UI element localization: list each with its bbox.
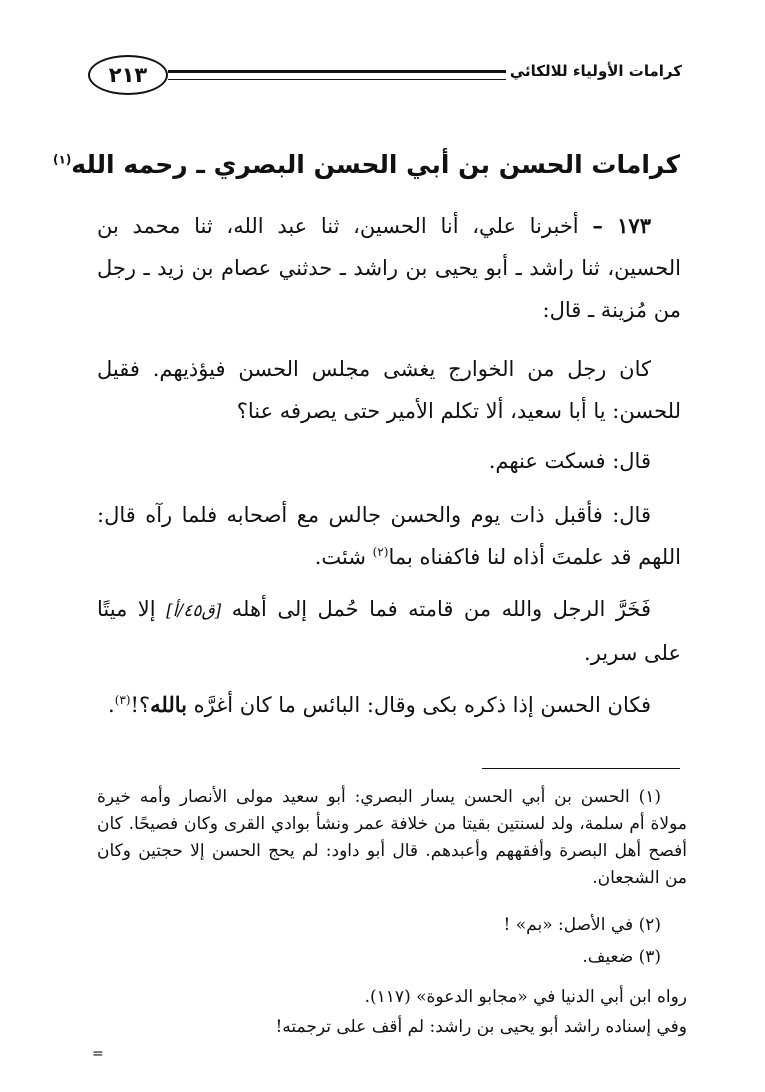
paragraph-5 (97, 684, 681, 726)
footnote-ref-2: (٢) (372, 545, 389, 559)
paragraph-5-text: فكان الحسن إذا ذكره بكى وقال: البائس ما كان أغرَّه (187, 693, 651, 717)
footnote-separator (482, 768, 680, 769)
footnote-3-note: وفي إسناده راشد أبو يحيى بن راشد: لم أقف على ترجمته! (275, 1017, 687, 1037)
page-header (88, 55, 682, 99)
chapter-title (53, 150, 680, 179)
page-number-badge (88, 55, 168, 95)
chapter-title-text: كرامات الحسن بن أبي الحسن البصري ـ رحمه الله (71, 150, 680, 179)
paragraph-3-end: شئت. (314, 545, 373, 569)
narration-number: ١٧٣ – (592, 213, 651, 238)
paragraph-1: كان رجل من الخوارج يغشى مجلس الحسن فيؤذيهم. فقيل للحسن: يا أبا سعيد، ألا تكلم الأمير حتى يصرفه عنا؟ (97, 357, 681, 423)
footnote-1: (١) الحسن بن أبي الحسن يسار البصري: أبو سعيد مولى الأنصار وأمه خيرة مولاة أم سلمة، ولد لسنتين بقيتا من خلافة عمر ونشأ بوادي القرى وكان فصيحًا. كان أفصح أهل البصرة وأفقههم وأعبدهم. قال أبو داود: لم يحج الحسن إلا حجتين وكان من الشجعان. (97, 787, 687, 888)
paragraph-3-text: قال: فأقبل ذات يوم والحسن جالس مع أصحابه فلما رآه قال: اللهم قد علمتَ أذاه لنا فاكفناه بما (97, 503, 681, 569)
paragraph-5-bold: بالله (150, 692, 187, 717)
footnote-2: (٢) في الأصل: «بم» ! (503, 915, 661, 935)
header-rule (168, 70, 506, 80)
paragraph-4-text: فَخَرَّ الرجل والله من قامته فما حُمل إلى أهله (221, 597, 652, 621)
footnote-ref-3: (٣) (114, 693, 131, 707)
paragraph-2: قال: فسكت عنهم. (488, 449, 651, 473)
paragraph-4-end: إلا ميتًا على سرير. (97, 597, 681, 665)
footnote-ref-1: (١) (53, 152, 72, 167)
paragraph-4 (97, 588, 681, 674)
page-number: ٢١٣ (108, 63, 148, 87)
continuation-mark: = (92, 1046, 104, 1062)
running-title: كرامات الأولياء للالكائي (509, 62, 682, 80)
narration-isnad (97, 205, 681, 331)
footnote-3-source: رواه ابن أبي الدنيا في «مجابو الدعوة» (١١٧). (364, 987, 687, 1007)
footnote-3: (٣) ضعيف. (582, 947, 661, 967)
paragraph-5-punct: ؟! (130, 693, 151, 717)
isnad-text: أخبرنا علي، أنا الحسين، ثنا عبد الله، ثنا محمد بن الحسين، ثنا راشد ـ أبو يحيى بن راشد ـ حدثني عصام بن زيد ـ رجل من مُزينة ـ قال: (97, 214, 681, 322)
paragraph-3 (97, 494, 681, 578)
paragraph-5-end: . (108, 693, 115, 717)
manuscript-folio-ref: [ق٤٥/أ] (166, 601, 222, 621)
